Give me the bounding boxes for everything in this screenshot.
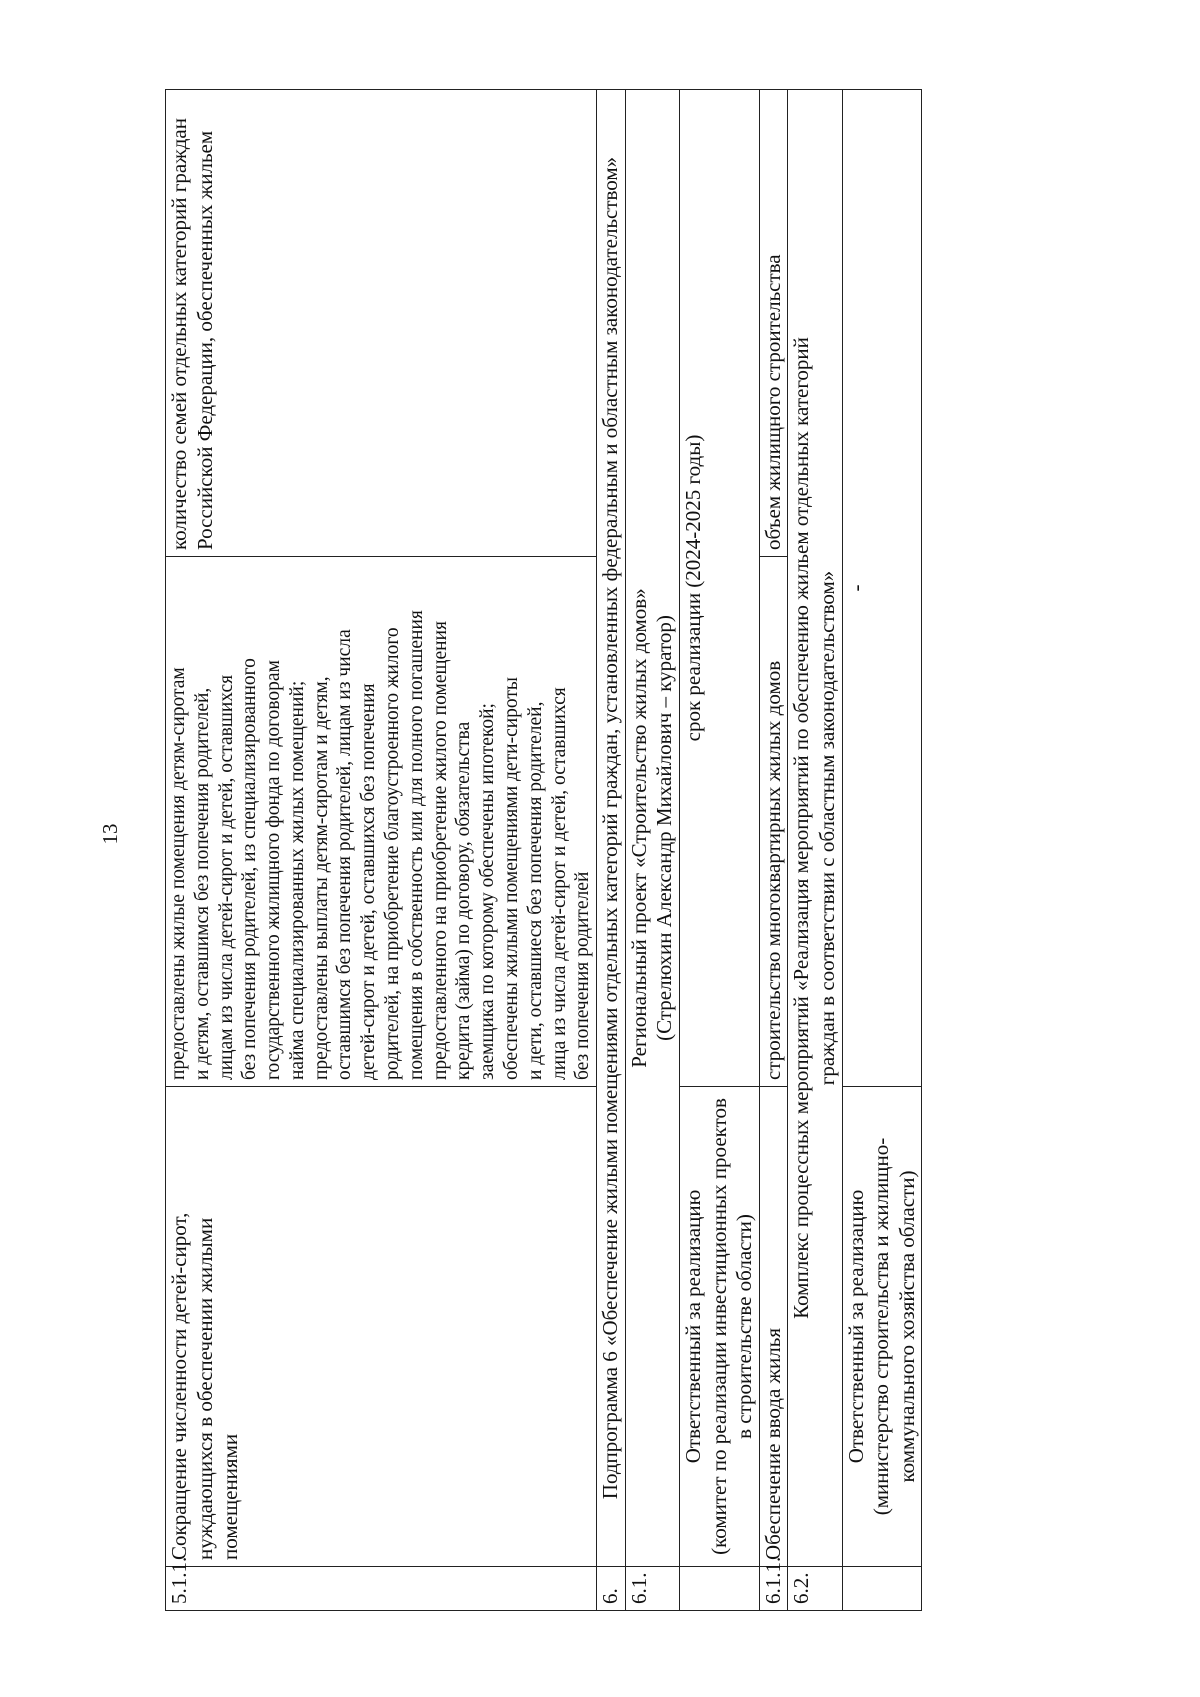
responsible-label: Ответственный за реализацию	[680, 1189, 705, 1464]
description-line: без попечения родителей, из специализированного	[239, 658, 261, 1080]
description-line: и дети, оставшиеся без попечения родителей,	[524, 701, 546, 1080]
row-number: 6.	[597, 1567, 626, 1611]
process-complex-line: граждан в соответствии с областным законодательством»	[814, 570, 839, 1086]
description-line: кредита (займа) по договору, обязательства	[453, 721, 475, 1080]
table-row-6	[597, 90, 626, 1611]
result-cell: Обеспечение ввода жилья	[759, 1087, 788, 1567]
responsible-label: Ответственный за реализацию	[843, 1189, 868, 1464]
description-line: предоставлены жилые помещения детям-сиротам	[168, 667, 189, 1080]
implementation-term: -	[842, 90, 922, 1087]
regional-project-curator: (Стрелюхин Александр Михайлович – куратор)	[652, 615, 677, 1041]
description-line: заемщика по которому обеспечены ипотекой;	[477, 703, 499, 1080]
description-line: обеспечены жилыми помещениями дети-сироты	[500, 676, 522, 1080]
implementation-term: срок реализации (2024-2025 годы)	[679, 90, 759, 1087]
description-line: лицам из числа детей-сирот и детей, оставшихся	[215, 674, 237, 1080]
row-number: 5.1.1.	[166, 1567, 597, 1611]
process-complex-line: Комплекс процессных мероприятий «Реализация мероприятий по обеспечению жильем отдельных категорий	[789, 337, 814, 1319]
responsible-org-cont: коммунального хозяйства области)	[894, 1170, 919, 1483]
description-line: найма специализированных жилых помещений;	[286, 680, 308, 1080]
description-line: государственного жилищного фонда по договорам	[263, 660, 285, 1080]
result-cell: Сокращение численности детей-сирот, нуждающихся в обеспечении жилыми помещениями	[166, 1087, 597, 1567]
table-row-6-2	[788, 90, 842, 1611]
description-line: оставшимся без попечения родителей, лицам из числа	[334, 629, 356, 1080]
indicator-cell: количество семей отдельных категорий граждан Российской Федерации, обеспеченных жильем	[166, 90, 597, 557]
rotated-table-container	[165, 89, 1035, 1611]
table-row-6-1-responsible	[679, 90, 759, 1611]
table-row-6-2-responsible	[842, 90, 922, 1611]
description-line: и детям, оставшимся без попечения родителей,	[191, 687, 213, 1080]
regional-project-cell	[625, 90, 679, 1567]
description-line: без попечения родителей	[572, 871, 594, 1080]
subprogram-title: Подпрограмма 6 «Обеспечение жилыми помещениями отдельных категорий граждан, установленных федеральным и областным законодательством»	[597, 90, 626, 1567]
table-row-6-1	[625, 90, 679, 1611]
description-cell: строительство многоквартирных жилых домов	[759, 557, 788, 1087]
responsible-cell	[679, 1087, 759, 1567]
row-number: 6.1.	[625, 1567, 679, 1611]
responsible-org: (министерство строительства и жилищно-	[869, 1137, 894, 1516]
regional-project-title: Региональный проект «Строительство жилых домов»	[626, 588, 651, 1068]
description-line: детей-сирот и детей, оставшихся без попечения	[358, 683, 380, 1080]
page-number: 13	[98, 823, 122, 845]
table-row-5-1-1	[166, 90, 597, 1611]
table-row-6-1-1	[759, 90, 788, 1611]
responsible-org: (комитет по реализации инвестиционных проектов	[706, 1098, 731, 1555]
indicator-cell: объем жилищного строительства	[759, 90, 788, 557]
description-line: лица из числа детей-сирот и детей, оставшихся	[548, 687, 570, 1080]
description-cell	[166, 557, 597, 1087]
description-line: помещения в собственность или для полного погашения	[405, 610, 427, 1080]
description-line: предоставлены выплаты детям-сиротам и детям,	[310, 676, 332, 1080]
responsible-org-cont: в строительстве области)	[732, 1214, 757, 1439]
description-line: предоставленного на приобретение жилого помещения	[429, 621, 451, 1080]
row-number: 6.1.1.	[759, 1567, 788, 1611]
row-number: 6.2.	[788, 1567, 842, 1611]
process-complex-cell	[788, 90, 842, 1567]
responsible-cell	[842, 1087, 922, 1567]
description-line: родителей, на приобретение благоустроенного жилого	[382, 627, 404, 1080]
program-table	[165, 89, 922, 1611]
